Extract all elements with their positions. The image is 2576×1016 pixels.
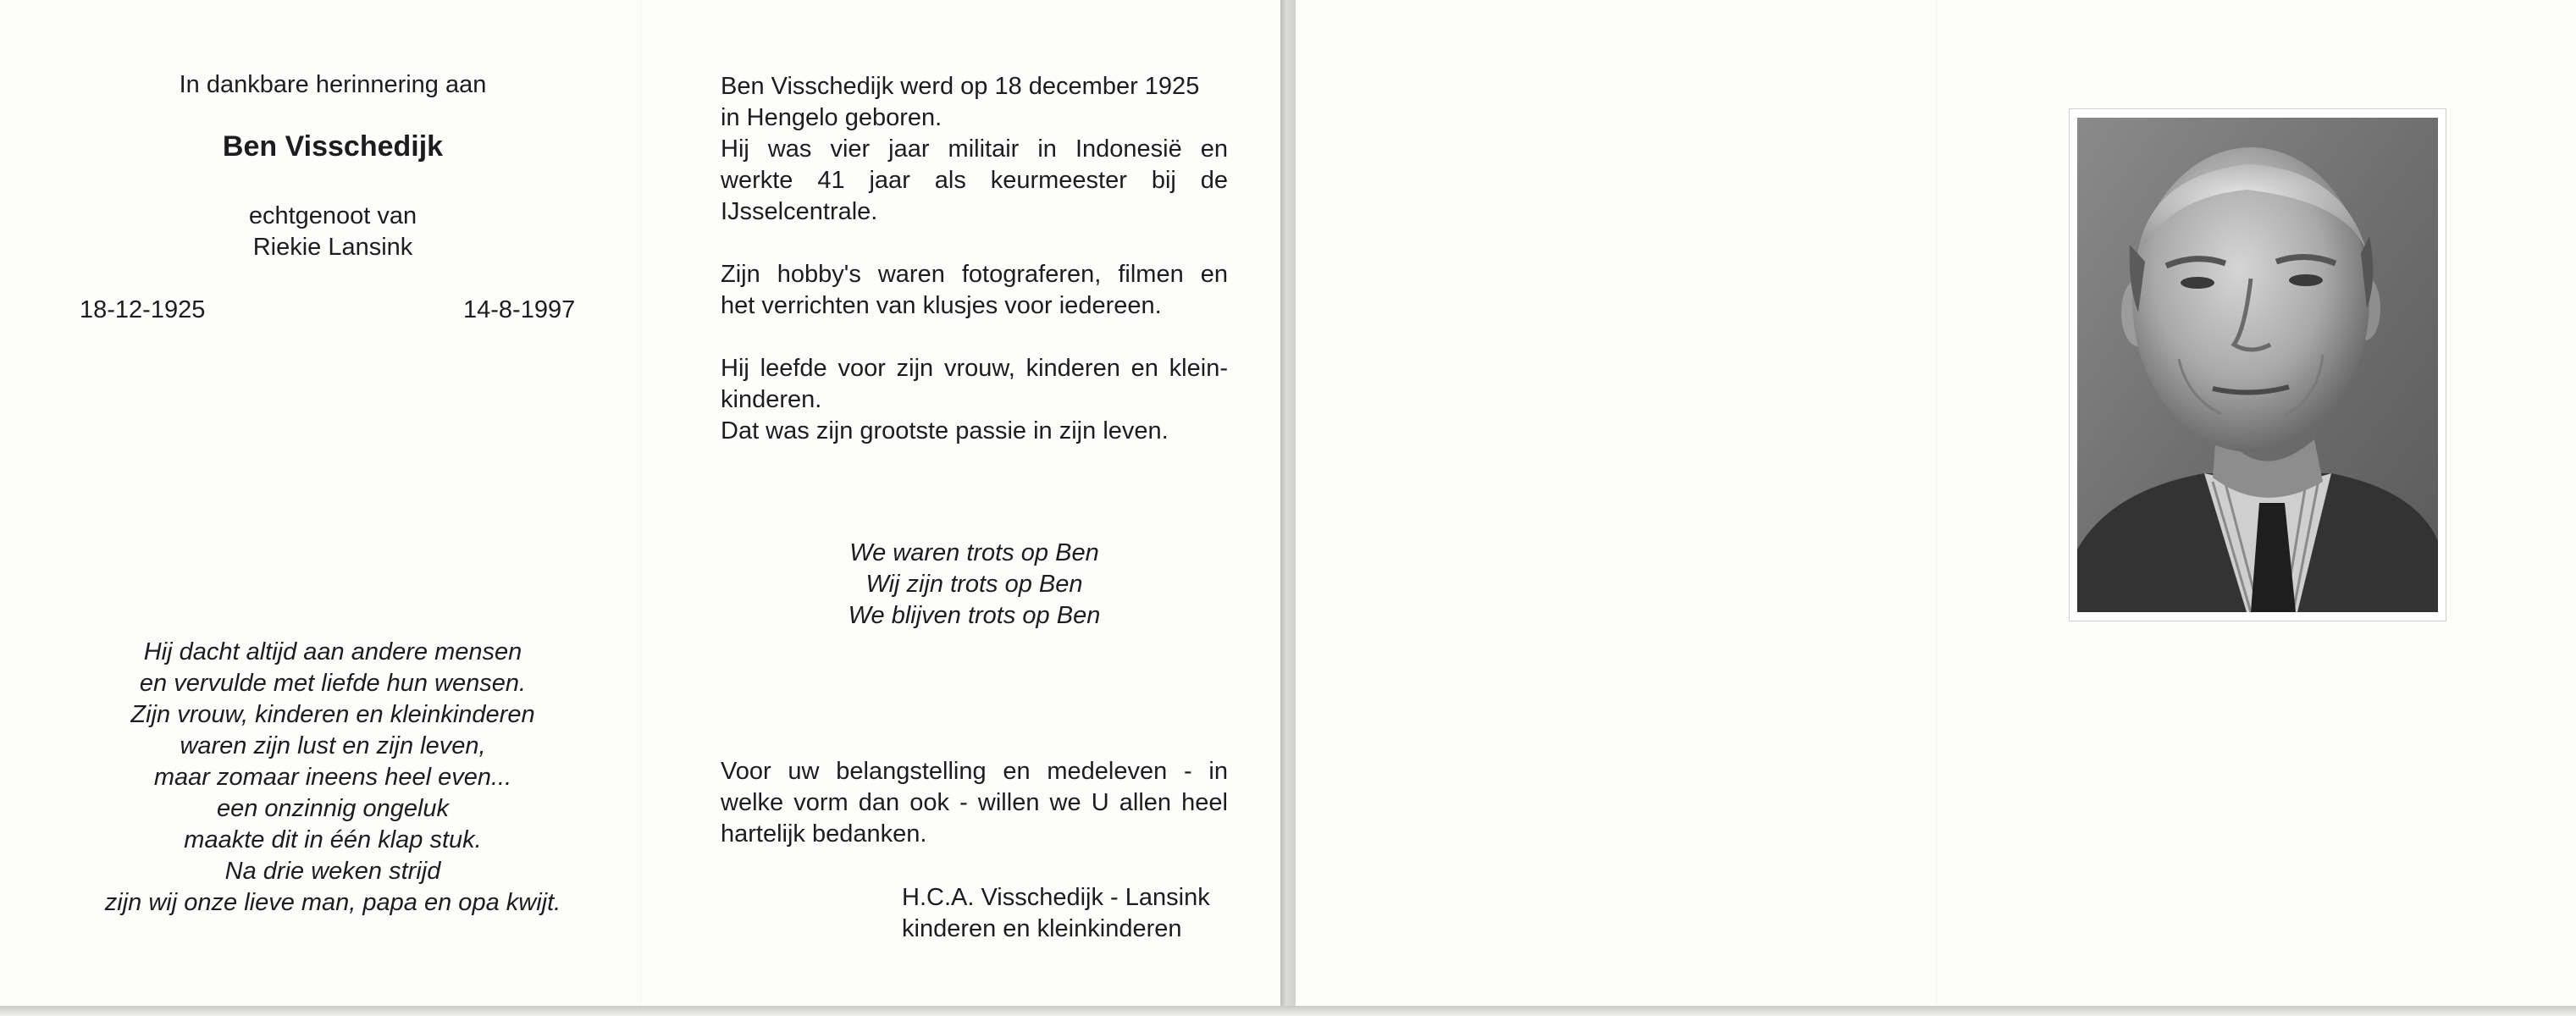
poem-line: een onzinnig ongeluk (216, 795, 450, 822)
bio-line: Hij was vier jaar militair in Indonesië en (721, 135, 1228, 163)
pride-line: We blijven trots op Ben (848, 602, 1101, 629)
signature-block (902, 882, 1210, 945)
bio-line: IJsselcentrale. (721, 198, 878, 225)
spouse-line-2: Riekie Lansink (252, 234, 413, 261)
bio-line: werkte 41 jaar als keurmeester bij de (721, 167, 1228, 194)
poem-line: Na drie weken strijd (224, 858, 441, 885)
thanks-line: welke vorm dan ook - willen we U allen heel (721, 789, 1228, 816)
signature-line: H.C.A. Visschedijk - Lansink (902, 884, 1210, 911)
poem-line: waren zijn lust en zijn leven, (180, 732, 486, 759)
fold-line (1936, 0, 1938, 1006)
poem-line: maar zomaar ineens heel even... (153, 764, 512, 791)
intro-text: In dankbare herinnering aan (179, 71, 487, 98)
spouse-line-1: echtgenoot van (248, 202, 417, 229)
hobbies-line: Zijn hobby's waren fotograferen, filmen en (721, 261, 1228, 288)
portrait-image (2077, 118, 2438, 612)
signature-line: kinderen en kleinkinderen (902, 915, 1182, 942)
bio-line: in Hengelo geboren. (721, 104, 943, 131)
love-line: kinderen. (721, 386, 822, 413)
poem-line: Hij dacht altijd aan andere mensen (143, 638, 522, 665)
portrait-photo (2069, 108, 2446, 621)
scan-gutter (1280, 0, 1296, 1016)
poem-line: en vervulde met liefde hun wensen. (139, 670, 527, 697)
scan-bottom-edge (0, 1006, 2576, 1016)
card-inner-spread (0, 0, 1281, 1006)
poem-line: Zijn vrouw, kinderen en kleinkinderen (130, 701, 535, 728)
pride-line: Wij zijn trots op Ben (865, 571, 1083, 598)
bio-line: Ben Visschedijk werd op 18 december 1925 (721, 73, 1200, 100)
poem (0, 637, 666, 919)
pride-verse (721, 538, 1228, 632)
love-paragraph (721, 353, 1228, 447)
love-line: Hij leefde voor zijn vrouw, kinderen en klein- (721, 355, 1228, 382)
thanks-paragraph (721, 756, 1228, 850)
thanks-line: Voor uw belangstelling en medeleven - in (721, 758, 1228, 785)
hobbies-paragraph (721, 259, 1228, 322)
bio-paragraph (721, 71, 1228, 228)
birth-date: 18-12-1925 (80, 296, 206, 323)
thanks-line: hartelijk bedanken. (721, 820, 927, 848)
poem-line: zijn wij onze lieve man, papa en opa kwijt. (104, 889, 561, 916)
love-line: Dat was zijn grootste passie in zijn leven. (721, 417, 1169, 444)
death-date: 14-8-1997 (463, 296, 576, 323)
deceased-name: Ben Visschedijk (222, 130, 444, 163)
poem-line: maakte dit in één klap stuk. (184, 826, 482, 853)
hobbies-line: het verrichten van klusjes voor iedereen. (721, 292, 1162, 319)
pride-line: We waren trots op Ben (849, 539, 1099, 566)
